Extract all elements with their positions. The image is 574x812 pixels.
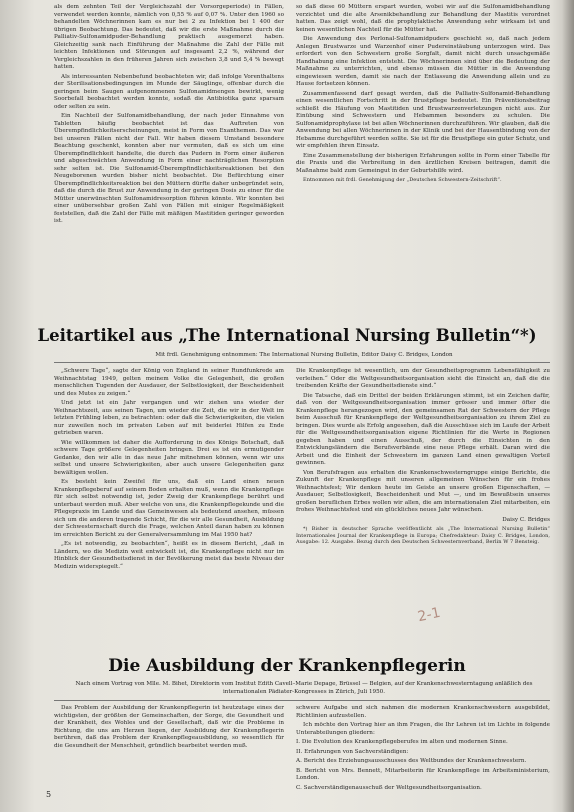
- paragraph: Als interessanten Nebenbefund beobachteten wir, daß infolge Vorenthaltens der Sterilisationsbedingungen im Munde der Säuglinge, offenbar durch die geringen beim Saugen aufgenommenen Sulfonamidmengen bewirkt, wenig Soorbefall beobachtet werden konnte, sodaß die Antibiotika ganz sparsam oder selten zu sein.: [54, 73, 284, 110]
- article2-left-column: [54, 368, 284, 573]
- article3-subtitle: Nach einem Vortrag von Mlle. M. Bihet, Direktorin vom Institut Edith Cavell–Marie Depage, Brüssel — Belgien, auf der Krankenschwesterntagung anläßlich des internationalen Pädiater-Kongresses in Zürich, Juli 1950.: [75, 681, 533, 695]
- list-item: A. Bericht des Erziehungsausschusses des Weltbundes der Krankenschwestern.: [296, 758, 527, 764]
- divider: [54, 362, 550, 363]
- article2-subtitle: Mit frdl. Genehmigung entnommen: The International Nursing Bulletin, Editor Daisy C. Bridges, London: [155, 352, 453, 358]
- list-item: C. Sachverständigenausschuß der Weltgesundheitsorganisation.: [296, 784, 482, 791]
- paragraph: Die Anwendung des Perlonal-Sulfonamidpuders geschieht so, daß nach jedem Anlegen Brustwarze und Warzenhof einer Pudereinstäubung unterzogen wird. Das erfordert von den Schwestern große Sorgfalt, damit nicht durch unsachgemäße Handhabung eine Infektion entsteht. Die Wöchnerinnen sind über die Bedeutung der Maßnahme zu unterrichten, und ebenso müssen die Mütter in die Anwendung eingewiesen werden, damit sie nach der Entlassung die Anwendung allein und zu Hause fortsetzen können.: [296, 36, 550, 87]
- paragraph: Ich möchte den Vortrag hier an ihm Fragen, die Ihr Lehren ist im Lichte in folgende Unterabteilungen gliedern:: [296, 722, 550, 736]
- paragraph: so daß diese 60 Müttern erspart wurden, wobei wir auf die Sulfonamidbehandlung verzichtet und die alte Arsenikbehandlung zur Behandlung der Mastitis verordnet hatten. Das zeigt wohl, daß die prophylaktische Anwendung sehr wirksam ist und keinen wesentlichen Nachteil für die Mütter hat.: [296, 4, 550, 33]
- handwritten-stamp: 2-1: [416, 604, 442, 626]
- paragraph: Eine Zusammenstellung der bisherigen Erfahrungen sollte in Form einer Tabelle für die Praxis und die Verbreitung in den ärztlichen Kreisen beitragen, damit die Maßnahme bald zum Gemeingut in der Geburtshilfe wird.: [296, 152, 550, 174]
- article2-right-column: [296, 368, 550, 548]
- paragraph: Wie willkommen ist daher die Aufforderung in des Königs Botschaft, daß schwere Tage größere Gelegenheiten bringen. Drei es ist ein ermutigender Gedanke, den wir alle in das neue Jahr mitnehmen können, wenn wir uns selbst und unsere Schwierigkeiten, aber auch unsere Gelegenheiten ganz bewältigen wollen.: [54, 439, 284, 476]
- paragraph: Und jetzt ist ein Jahr vergangen und wir ziehen uns wieder der Weihnachtszeit, aus seinen Tagen, um wieder die Zeit, die wir in der Welt im letzten Frühling leben, zu betrachten: oder daß die Schwierigkeiten, die vielen nur zuweilen noch im privaten Leben auf mit beiderlei Hilfen zu Ende getrieben waren.: [54, 400, 284, 436]
- page-edge-shadow: [562, 0, 574, 812]
- source-note: Entnommen mit frdl. Genehmigung der „Deutschen Schwestern-Zeitschrift“.: [303, 177, 502, 183]
- list-item: I. Die Evolution des Krankenpflegeberufes im alten und modernen Sinne.: [296, 739, 508, 745]
- paragraph: Es besteht kein Zweifel für uns, daß ein Land einen neuen Krankenpflegeberuf auf seinem Boden erhalten muß, wenn die Krankenpflege für sich selbst notwendig ist, jeder Zweig der Krankenpflege berührt und unterbaut werden muß. Aber welche von uns, die Krankenpflegekunde und die Pflegepraxis im Lande und das Gemeinwesen als bedeutend ansehen, müssen sich um die anderen tragende Schicht, für die wir alle Gesundheit, Ausbildung der Schwesternschaft durch die Frage, welchen Anteil daran haben zu können im erreichten Bericht zu der Generalversammlung im Mai 1950 hat?: [54, 479, 284, 538]
- paragraph: „Schwere Tage“, sagte der König von England in seiner Rundfunkrede am Weihnachtstag 1949, gelten meinem Volke die Gelegenheit, die großen menschlichen Tugenden der Ausdauer, der Selbstlosigkeit, der Bescheidenheit und des Mutes zu zeigen.“: [54, 368, 284, 397]
- paragraph: Die Tatsache, daß ein Drittel der beiden Erklärungen stimmt, ist ein Zeichen dafür, daß von der Weltgesundheitsorganisation immer grösser und immer öfter die Krankenpflege herangezogen wird, den gemeinsamen Rat der Schwestern der Pflege beim Ausschuß für Krankenpflege der Weltgesundheitsorganisation zu ihrem Ziel zu bringen. Dies wurde als Erfolg angesehen, daß die Ausschüsse sich im Laufe der Arbeit für die Weltgesundheitsorganisation eigene Richtlinien für die Werte in Regionen gegeben haben und einen Ausschuß, der durch die Einsichten in den Entwicklungsländern die Berufsverbände eine neue Pflege erhält. Daran wird die Arbeit und die Einheit der Schwestern im ganzen Land einen gewaltigen Vorteil gewinnen.: [296, 392, 550, 466]
- article3-title: Die Ausbildung der Krankenpflegerin: [108, 656, 466, 676]
- article1-left-column: [54, 4, 284, 228]
- paragraph: Zusammenfassend darf gesagt werden, daß die Palliativ-Sulfonamid-Behandlung einen wesentlichen Fortschritt in der Brustpflege bedeutet. Ein Präventionsbeitrag schließt die Häufung von Mastitiden und Brustwarzenverletzungen nicht aus. Zur Einübung sind Schwestern und Hebammen besonders zu schulen. Die Sulfonamidprophylaxe ist bei allen Wöchnerinnen durchzuführen. Wir glauben, daß die Anwendung bei allen Wöchnerinnen in der Klinik und bei der Hausentbindung von der Hebamme durchgeführt werden sollte. Sie ist für die Brustpflege ein guter Schutz, und wir empfehlen ihren Einsatz.: [296, 90, 550, 149]
- paragraph: Die Krankenpflege ist wesentlich, um der Gesundheitsprogramm Lebensfähigkeit zu verleihen.“ Oder die Weltgesundheitsorganisation sieht die Einsicht an, daß die die treibenden Kräfte der Gesundheitsdienste sind.“: [296, 368, 550, 389]
- article3-left-column: [54, 705, 284, 752]
- list-item: B. Bericht von Mrs. Bennett, Mitarbeiterin für Krankenpflege im Arbeitsministerium, London.: [296, 767, 550, 781]
- article2-title: Leitartikel aus „The International Nursing Bulletin“*): [37, 326, 537, 345]
- divider: [54, 700, 550, 701]
- paragraph: als dem zehnten Teil der Vergleichszahl der Vorsorgeperiode) in Fällen, verwendet werden konnte, nämlich von 0,55 % auf 0,07 %. Unter den 1960 so behandelten Wöchnerinnen kam es nur bei 2 zu Infektion bei 1 400 der übrigen Beobachtung. Das bedeutet, daß wir die erste Maßnahme durch die Palliativ-Sulfonamidpuder-Behandlung praktisch ausgemerzt haben. Gleichzeitig sank nach Einführung der Maßnahme die Zahl der Fälle mit leichten Infektionen und Störungen auf insgesamt 2,2 %, während der Vergleichszahlen in den früheren Jahren sich zwischen 3,8 und 5,4 % bewegt hatten.: [54, 4, 284, 70]
- paragraph: Von Berufsfragen aus erhalten die Krankenschwesterngruppe einige Berichte, die Zukunft der Krankenpflege mit unseren allgemeinen Wünschen für ein frohes Weihnachtsfest; Wir denken heute im Geiste an unsere großen Eigenschaften, — Ausdauer, Selbstlosigkeit, Bescheidenheit und Mut —, und im Bewußtsein unseres großen beruflichen Erbes wollen wir allen, die am internationalen Ziel mitarbeiten, ein frohes Weihnachtsfest und ein glückliches neues Jahr wünschen.: [296, 469, 550, 513]
- paragraph: schwere Aufgabe und sich nahmen die modernen Krankenschwestern ausgebildet, Richtlinien aufzustellen.: [296, 705, 550, 719]
- list-item: II. Erfahrungen von Sachverständigen:: [296, 748, 409, 755]
- page-number: 5: [46, 790, 52, 799]
- paragraph: Das Problem der Ausbildung der Krankenpflegerin ist heutzutage eines der wichtigsten, der größten der Gemeinschaften, der Sorge, die Gesundheit und der Krankheit, des Wohles und der Gesellschaft, daß wir die Probleme in Richtung, die uns am Herzen liegen, der Ausbildung der Krankenpflegerin berühren, daß das Problem der Krankenpflegeausbildung, so wesentlich für die Gesundheit der Menschheit, gründlich bearbeitet werden muß.: [54, 705, 284, 749]
- article3-right-column: [296, 705, 550, 794]
- paragraph: Ein Nachteil der Sulfonamidbehandlung, der nach jeder Einnahme von Tabletten häufig beobachtet ist das Auftreten von Überempfindlichkeitserscheinungen, meist in Form von Exanthemen. Das war bei unseren Fällen nicht der Fall. Wir haben diesem Umstand besondere Beachtung geschenkt, konnten aber nur vermuten, daß es sich um eine Überempfindlichkeit handelte, die durch das Pudern in Form einer äußeren und abgeschwächten Anwendung in Form einer nachträglichen Resorption sehr selten ist. Die Sulfonamid-Überempfindlichkeitsreaktionen bei den Neugeborenen wurden bisher nicht beobachtet. Die Befürchtung einer Überempfindlichkeitsreaktion bei den Müttern dürfte daher unbegründet sein, daß die durch die Brust zur Anwendung in der geringen Dosis zu einer für die Mütter unerwünschten Sulfonamidresorption führen könnte. Wir konnten bei einer unübersehbar großen Zahl von Fällen mit einiger Regelmäßigkeit feststellen, daß die Zahl der Fälle mit mäßigen Mastitiden geringer geworden ist.: [54, 113, 284, 224]
- paragraph: „Es ist notwendig, zu beobachten“, heißt es in diesem Bericht, „daß in Ländern, wo die Medizin weit entwickelt ist, die Krankenpflege nicht nur im Hinblick der Gesundheitsdienst in der Bevölkerung meist das beste Niveau der Medizin widerspiegelt.“: [54, 541, 284, 570]
- footnote: *) Bisher in deutscher Sprache veröffentlicht als „The International Nursing Bulletin“ Internationales Journal der Krankenpflege in Europa; Chefredakteur: Daisy C. Bridges, London, Ausgabe: 12. Ausgabe. Bezug durch den Deutschen Schwesternverband, Berlin W 7 Bensteig.: [296, 526, 550, 546]
- signature: Daisy C. Bridges: [502, 516, 550, 523]
- article1-right-column: [296, 4, 550, 186]
